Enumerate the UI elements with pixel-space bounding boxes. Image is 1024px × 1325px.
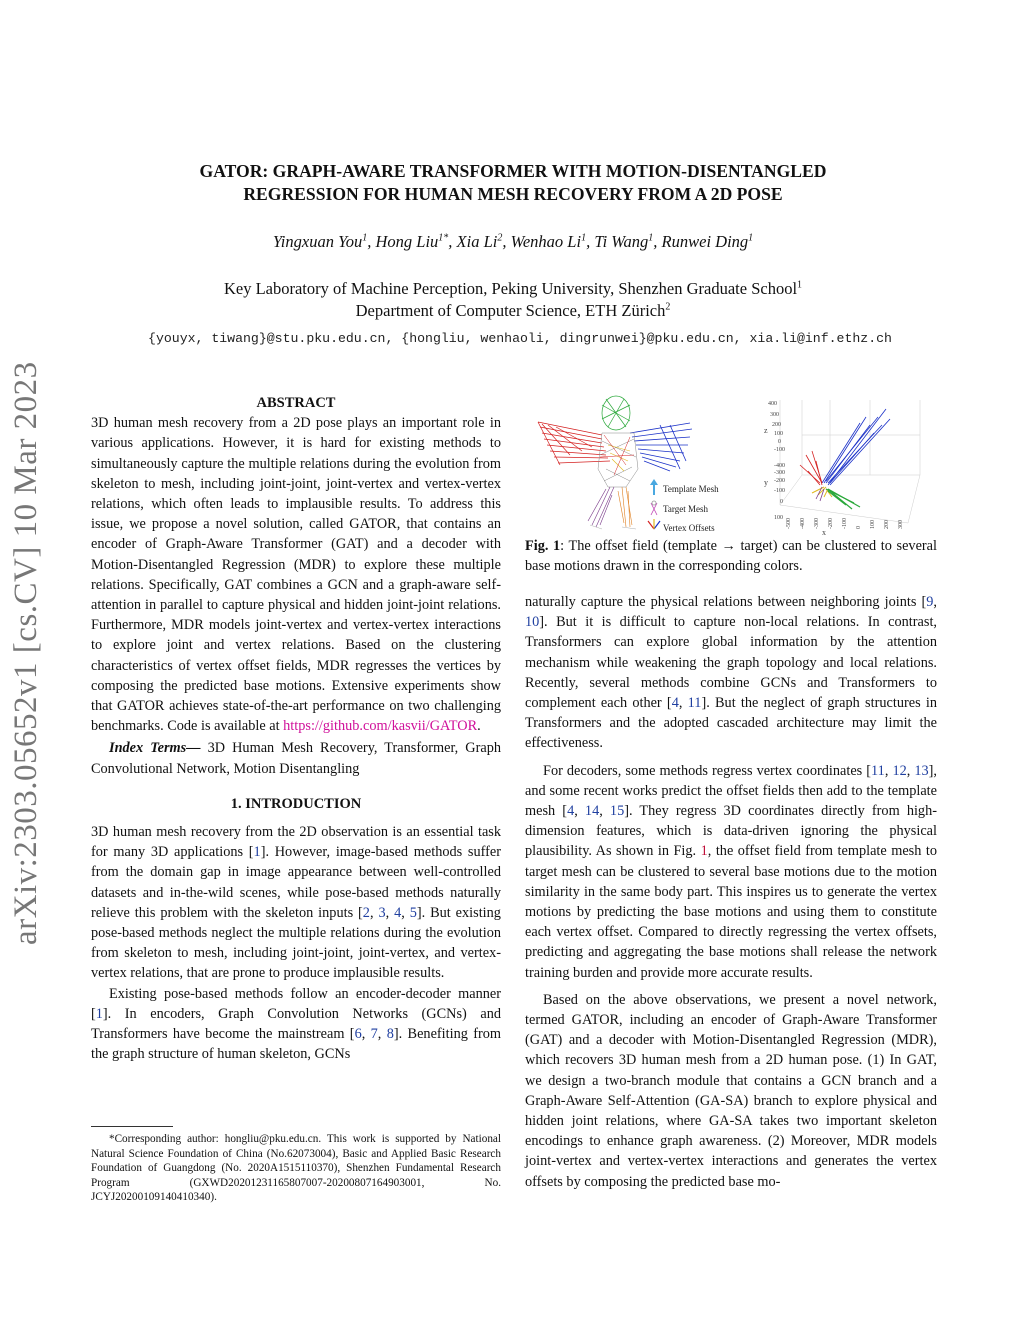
- citation[interactable]: 4: [671, 695, 679, 712]
- citation[interactable]: 1: [253, 844, 261, 861]
- z-tick: 200: [772, 422, 781, 428]
- intro-paragraph-1: 3D human mesh recovery from the 2D observation is an essential task for many 3D applications [1]. However, image-based methods suffer from the domain gap in image appearance between well-controlled datasets and in-the-wild scenes, while pose-based methods naturally relieve this problem with the skeleton inputs [2, 3, 4, 5]. But existing pose-based methods neglect the multiple relations during the evolution from skeleton to mesh, including joint-joint, joint-vertex, and vertex-vertex relations, that are prone to produce implausible results.: [91, 824, 501, 982]
- x-tick: -200: [828, 518, 834, 529]
- author: Yingxuan You$^1$: [272, 232, 368, 251]
- right-paragraph-1: naturally capture the physical relations between neighboring joints [9, 10]. But it is difficult to capture non-local relations. In contrast, Transformers can explore global information by the attention mechanism while weakening the graph topology and local relations. Recently, several methods combine GCNs and Transformers to complement each other [4, 11]. But the neglect of graph structures in Transformers and the adopted cascaded architecture may limit the effectiveness.: [525, 594, 937, 752]
- abstract-heading: ABSTRACT: [256, 395, 336, 411]
- figure-1-graphic: [530, 395, 940, 537]
- x-tick: 0: [856, 526, 862, 529]
- citation[interactable]: 10: [525, 614, 540, 631]
- code-link[interactable]: https://github.com/kasvii/GATOR: [283, 718, 478, 735]
- x-tick: 200: [884, 520, 890, 529]
- author-emails: {youyx, tiwang}@stu.pku.edu.cn, {hongliu, wenhaoli, dingrunwei}@pku.edu.cn, xia.li@inf.ethz.ch: [148, 331, 892, 346]
- z-tick: 300: [770, 412, 779, 418]
- figure-legend: [648, 479, 719, 533]
- x-ticks: [786, 518, 904, 529]
- title-line-1: GATOR: GRAPH-AWARE TRANSFORMER WITH MOTION-DISENTANGLED: [199, 161, 827, 181]
- citation[interactable]: 3: [378, 904, 386, 921]
- left-column: [91, 393, 501, 1065]
- citation[interactable]: 6: [354, 1026, 362, 1043]
- x-tick: -400: [800, 518, 806, 529]
- affiliation-2: Department of Computer Science, ETH Zürich$^2$: [355, 301, 671, 320]
- author-list: Yingxuan You$^1$, Hong Liu$^{1*}$, Xia Li$^2$, Wenhao Li$^1$, Ti Wang$^1$, Runwei Ding$^1$: [272, 232, 754, 251]
- figure-1: [530, 395, 940, 537]
- x-tick: 100: [870, 520, 876, 529]
- x-tick: -500: [786, 518, 792, 529]
- citation[interactable]: 4: [567, 803, 575, 820]
- z-tick: 100: [774, 431, 783, 437]
- arxiv-identifier: arXiv:2303.05652v1 [cs.CV] 10 Mar 2023: [8, 361, 44, 945]
- citation[interactable]: 14: [584, 803, 600, 820]
- right-paragraph-3: Based on the above observations, we present a novel network, termed GATOR, including an encoder of Graph-Aware Transformer (GAT) and a decoder with Motion-Disentangled Regression (MDR), which recovers 3D human mesh from a 2D human pose. (1) In GAT, we design a two-branch module that contains a GCN branch and a Graph-Aware Self-Attention (GA-SA) branch to explore physical and hidden joint relations, where GA-SA takes two important skeleton encodings to enhance graph awareness. (2) Moreover, MDR models joint-vertex and vertex-vertex interactions and generates the vertex offsets by composing the predicted base mo-: [525, 991, 937, 1190]
- y-tick: 0: [780, 499, 783, 505]
- author: Ti Wang$^1$: [594, 232, 654, 251]
- abstract-body: 3D human mesh recovery from a 2D pose plays an important role in various applications. However, it is hard for existing methods to simultaneously capture the multiple relations during the evolution from skeleton to mesh, including joint-joint, joint-vertex and vertex-vertex relations, which often leads to implausible results. To address this issue, we propose a novel solution, called GATOR, that contains an encoder of Graph-Aware Transformer (GAT) and a decoder with Motion-Disentangled Regression (MDR) to explore these multiple relations. Specifically, GAT combines a GCN and a graph-aware self-attention in parallel to capture physical and hidden joint-joint relations. Furthermore, MDR models joint-vertex and vertex-vertex interactions to explore joint and vertex relations. Based on the clustering characteristics of vertex offset fields, MDR regresses the vertices by composing the predicted base motions. Extensive experiments show that GATOR achieves state-of-the-art performance on two challenging benchmarks. Code is available at https://github.com/kasvii/GATOR.: [91, 415, 501, 735]
- index-terms: Index Terms— 3D Human Mesh Recovery, Transformer, Graph Convolutional Network, Motion Disentangling: [91, 740, 502, 777]
- citation[interactable]: 9: [926, 594, 934, 610]
- author: Hong Liu$^{1*}$: [375, 232, 449, 251]
- z-tick: 0: [778, 439, 781, 445]
- author: Runwei Ding$^1$: [661, 232, 754, 251]
- target-mesh-icon: [651, 501, 657, 515]
- title-line-2: REGRESSION FOR HUMAN MESH RECOVERY FROM A 2D POSE: [243, 184, 783, 204]
- x-tick: -300: [814, 518, 820, 529]
- right-column: [525, 592, 937, 1192]
- z-tick: -100: [774, 447, 785, 453]
- citation[interactable]: 12: [892, 762, 907, 779]
- citation[interactable]: 7: [370, 1026, 378, 1043]
- citation[interactable]: 8: [386, 1026, 394, 1043]
- legend-target-mesh: Target Mesh: [663, 504, 708, 514]
- footnote: *Corresponding author: hongliu@pku.edu.cn. This work is supported by National Natural Science Foundation of China (No.62073004), Basic and Applied Basic Research Foundation of Guangdong (No. 2020A1515110370), Shenzhen Fundamental Research Program (GXWD20201231165807007-20200807164903001, No. JCYJ20200109140410340).: [91, 1133, 501, 1203]
- citation[interactable]: 13: [914, 762, 929, 779]
- y-tick: 100: [774, 515, 783, 521]
- citation[interactable]: 1: [95, 1005, 103, 1022]
- offset-field-plot: [764, 400, 920, 537]
- citation[interactable]: 5: [409, 904, 417, 921]
- y-tick: -100: [774, 488, 785, 494]
- x-tick: -100: [842, 518, 848, 529]
- author: Xia Li$^2$: [456, 232, 503, 251]
- figure-reference[interactable]: 1: [700, 843, 708, 860]
- paper-title: [120, 160, 906, 206]
- legend-vertex-offsets: Vertex Offsets: [663, 523, 715, 533]
- right-paragraph-2: For decoders, some methods regress vertex coordinates [11, 12, 13], and some recent works predict the offset fields then add to the template mesh [4, 14, 15]. They regress 3D coordinates directly from high-dimension features, which is data-driven ignoring the physical plausibility. As shown in Fig. 1, the offset field from template mesh to target mesh can be clustered to several base motions due to the motion similarity in the same body part. This inspires us to generate the vertex motions by predicting the base motions and using them to constitute each vertex offset. Compared to directly regressing the vertex offsets, predicting and aggregating the base motions shall release the network training burden and provide more accurate results.: [525, 762, 937, 981]
- citation[interactable]: 15: [609, 803, 625, 820]
- intro-heading: 1. INTRODUCTION: [230, 795, 362, 812]
- citation[interactable]: 11: [871, 762, 885, 779]
- y-tick: -400: [774, 463, 785, 469]
- citation[interactable]: 11: [687, 695, 702, 712]
- x-axis-label: x: [822, 528, 826, 537]
- affiliation-1: Key Laboratory of Machine Perception, Peking University, Shenzhen Graduate School$^1$: [223, 279, 803, 298]
- z-axis-label: z: [764, 426, 768, 435]
- intro-paragraph-2: Existing pose-based methods follow an encoder-decoder manner [1]. In encoders, Graph Convolution Networks (GCNs) and Transformers have become the mainstream [6, 7, 8]. Benefiting from the graph structure of human skeleton, GCNs: [91, 985, 502, 1063]
- citation[interactable]: 2: [362, 904, 370, 921]
- x-tick: 300: [898, 520, 904, 529]
- footnote-rule: [91, 1126, 173, 1127]
- y-axis-label: y: [764, 478, 768, 487]
- citation[interactable]: 4: [394, 904, 402, 921]
- y-tick: -200: [774, 478, 785, 484]
- y-tick: -300: [774, 470, 785, 476]
- vertex-offsets-icon: [648, 519, 660, 529]
- author: Wenhao Li$^1$: [510, 232, 587, 251]
- legend-template-mesh: Template Mesh: [663, 484, 719, 494]
- figure-1-caption: Fig. 1: The offset field (template → target) can be clustered to several base motions drawn in the corresponding colors.: [525, 538, 937, 574]
- z-tick: 400: [768, 401, 777, 407]
